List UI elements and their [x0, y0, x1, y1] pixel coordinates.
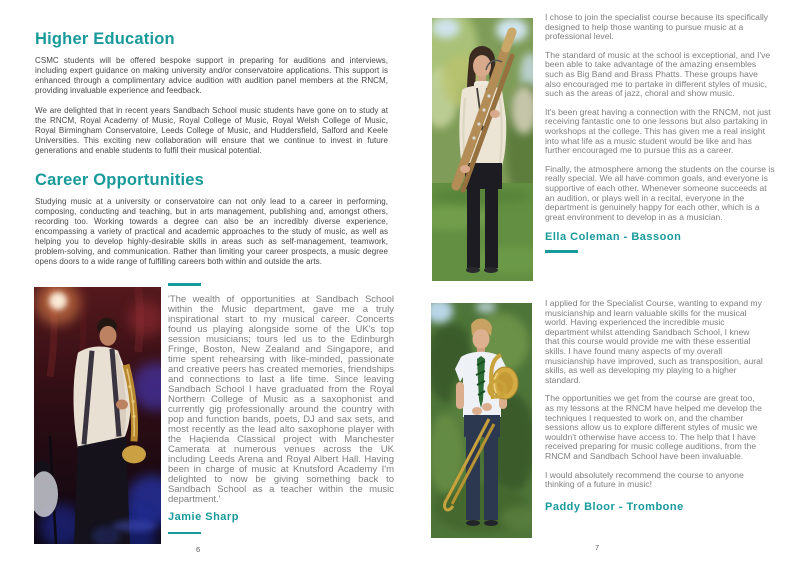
testimonial-ella-coleman	[545, 13, 775, 253]
photo-student-trombone	[431, 303, 532, 538]
ella-paragraph-3: It's been great having a connection with the RNCM, not just receiving fantastic one to one lessons but also partaking in workshops at the college. This has given me a real insight into what life as a music student would be like and has further encouraged me to pursue this as a career.	[545, 106, 771, 156]
testimonial-name-jamie-sharp: Jamie Sharp	[168, 510, 239, 523]
ella-paragraph-4: Finally, the atmosphere among the students on the course is really special. We all have common goals, and everyone is supportive of each other. Whenever someone succeeds at an audition, or plays well in a recital, everyone in the department is genuinely happy for each other, which is a great environment to develop in as a musician.	[545, 163, 775, 222]
paddy-paragraph-3: I would absolutely recommend the course to anyone thinking of a future in music!	[545, 469, 744, 490]
left-text-column	[35, 30, 388, 277]
bassoon-photo-illustration	[432, 18, 533, 281]
heading-higher-education: Higher Education	[35, 30, 175, 48]
testimonial-name-paddy-bloor: Paddy Bloor - Trombone	[545, 500, 684, 513]
testimonial-jamie-sharp	[168, 283, 394, 534]
page-number-right: 7	[595, 543, 600, 552]
ella-paragraph-1: I chose to join the specialist course because its specifically designed to help those wanting to pursue music at a professional level.	[545, 12, 769, 42]
paddy-paragraph-2: The opportunities we get from the course are great too, as my lessons at the RNCM have helped me develop the techniques I requested to work on, and the chamber sessions allow us to explore different styles of music we wouldn't otherwise have access to. The help that I have received preparing for music college auditions, from the RNCM and Sandbach School have been invaluable.	[545, 393, 762, 461]
stage-photo-illustration	[34, 287, 161, 544]
heading-career-opportunities: Career Opportunities	[35, 171, 205, 189]
paddy-paragraph-1: I applied for the Specialist Course, wanting to expand my musicianship and learn valuable skills for the musical world. Having experienced the incredible music department whilst attending Sandbach School, I knew that this course would provide me with these essential skills. I have found many aspects of my overall musicianship have improved, such as transposition, aural skills, as well as developing my playing to a higher standard.	[545, 298, 763, 385]
paragraph-career-opportunities: Studying music at a university or conservatoire can not only lead to a career in performing, composing, conducting and teaching, but in arts management, publishing and, amongst others, recording too. Working towards a degree can also be an incredibly diverse experience, encompassing a variety of practical and academic approaches to the study of music, as well as helping you to develop highly-desirable skills in areas such as self-management, teamwork, problem-solving, and communication. Rather than limiting your career prospects, a music degree opens doors to a wide range of fulfilling careers both within and outside the arts.	[35, 197, 388, 266]
trombone-photo-illustration	[431, 303, 532, 538]
photo-student-bassoon	[432, 18, 533, 281]
accent-rule-ella	[545, 250, 578, 253]
page-number-left: 6	[196, 545, 201, 554]
testimonial-quote: 'The wealth of opportunities at Sandbach School within the Music department, gave me a truly inspirational start to my musical career. Concerts found us playing alongside some of the UK's top session musicians; tours led us to the Edinburgh Fringe, Boston, New Zealand and Singapore, and time spent rehearsing with like-minded, passionate and creative peers has created memories, friendships and connections to last a life time. Since leaving Sandbach School I have graduated from the Royal Northern College of Music as a saxophonist and currently gig professionally around the country with pop and function bands, poets, DJ and sax sets, and most recently as the lead alto saxophone player with the Haçienda Classical project with Manchester Camerata at numerous venues across the UK including Leeds Arena and Royal Albert Hall. Having been in charge of music at Knutsford Academy I'm delighted to now be giving something back to Sandbach School as a teacher within the music department.'	[168, 293, 395, 505]
testimonial-name-ella-coleman: Ella Coleman - Bassoon	[545, 231, 682, 244]
paragraph-higher-education-1: CSMC students will be offered bespoke support in preparing for auditions and interviews, including expert guidance on making university and/or conservatoire applications. This support is enhanced through a complimentary advice audition with audition panel members at the RNCM, providing invaluable experience and feedback.	[35, 56, 388, 95]
testimonial-paddy-bloor	[545, 299, 765, 513]
ella-paragraph-2: The standard of music at the school is exceptional, and I've been able to take advantage of the amazing ensembles such as Big Band and Brass Phatts. These groups have also encouraged me to partake in different styles of music, such as the areas of jazz, choral and show music.	[545, 49, 771, 99]
paragraph-higher-education-2: We are delighted that in recent years Sandbach School music students have gone on to study at the RNCM, Royal Academy of Music, Royal College of Music, Royal Welsh College of Music, Royal Birmingham Conservatoire, Leeds College of Music, and Huddersfield, Salford and Keele Universities. This exciting new collaboration will ensure that we continue to invest in future generations and enable students to fulfil their musical potential.	[35, 106, 388, 155]
accent-rule-top	[168, 283, 201, 286]
accent-rule-bottom	[168, 532, 201, 535]
photo-saxophonist-stage	[34, 287, 161, 544]
